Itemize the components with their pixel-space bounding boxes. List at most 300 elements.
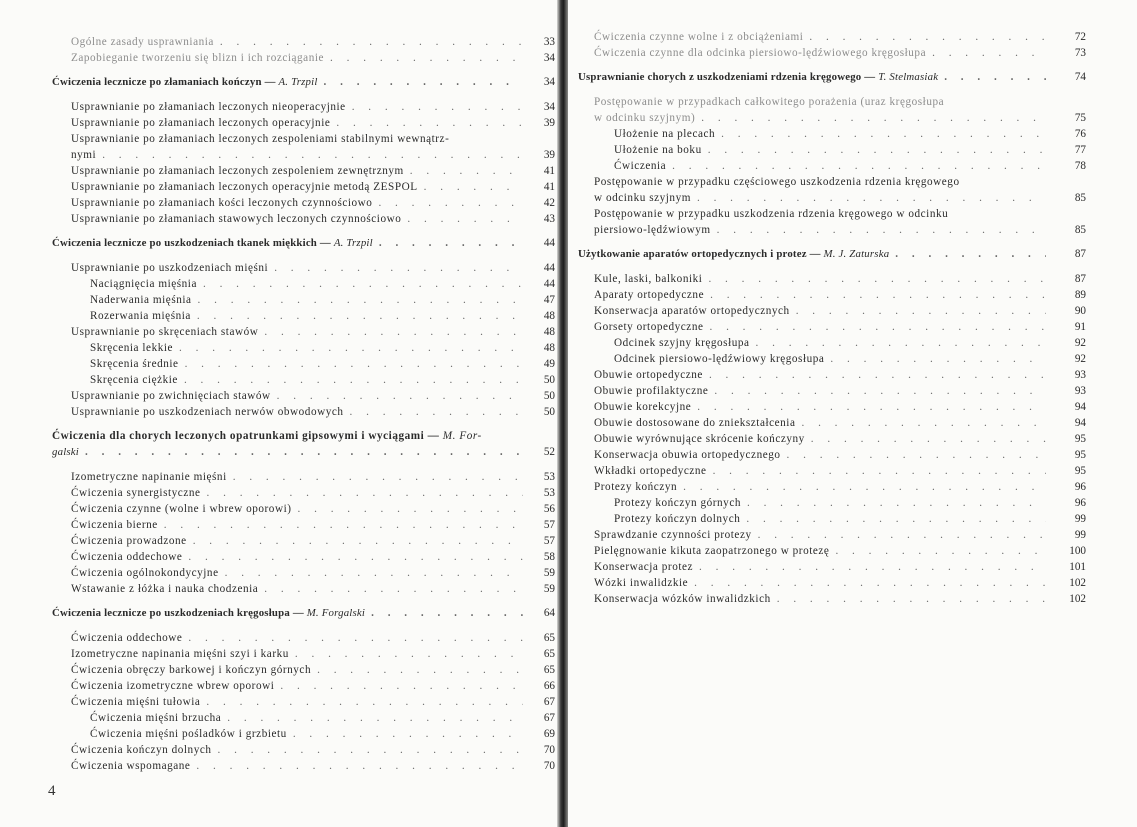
toc-entry[interactable] xyxy=(52,469,555,485)
leader-dots xyxy=(330,50,523,66)
book-gutter xyxy=(557,0,568,827)
leader-dots xyxy=(203,276,523,292)
leader-dots xyxy=(424,179,523,195)
entry-page: 69 xyxy=(543,728,555,740)
page-number: 4 xyxy=(48,783,56,799)
entry-page: 92 xyxy=(1074,353,1086,365)
toc-entry[interactable] xyxy=(52,308,555,324)
entry-page: 48 xyxy=(543,326,555,338)
toc-entry[interactable] xyxy=(52,565,555,581)
entry-label: Ćwiczenia ogólnokondycyjne xyxy=(71,567,219,579)
entry-page: 47 xyxy=(543,294,555,306)
entry-label: Wstawanie z łóżka i nauka chodzenia xyxy=(71,583,259,595)
entry-page: 53 xyxy=(543,471,555,483)
leader-dots xyxy=(830,351,1046,367)
section-title: Usprawnianie chorych z uszkodzeniami rdzenia kręgowego — T. Stelmasiak xyxy=(578,71,939,83)
entry-page: 65 xyxy=(543,648,555,660)
entry-page: 100 xyxy=(1069,545,1086,557)
entry-page: 94 xyxy=(1074,401,1086,413)
entry-label: Usprawnianie po złamaniach leczonych operacyjnie xyxy=(71,117,331,129)
entry-label: Ćwiczenia xyxy=(614,160,667,172)
toc-entry[interactable] xyxy=(52,404,555,420)
leader-dots xyxy=(164,517,523,533)
entry-label: Protezy kończyn xyxy=(594,481,678,493)
section-heading[interactable] xyxy=(578,69,1086,85)
entry-label: Odcinek piersiowo-lędźwiowy kręgosłupa xyxy=(614,353,825,365)
entry-page: 67 xyxy=(543,712,555,724)
leader-dots xyxy=(895,246,1046,262)
entry-label: Usprawnianie po złamaniach leczonych zespoleniami stabilnymi wewnątrz- xyxy=(71,133,450,145)
toc-entry[interactable] xyxy=(52,324,555,340)
leader-dots xyxy=(709,319,1046,335)
toc-entry[interactable] xyxy=(578,206,1086,238)
entry-page: 34 xyxy=(543,52,555,64)
entry-page: 39 xyxy=(543,117,555,129)
entry-label-continued: nymi xyxy=(71,149,97,161)
entry-label: Izometryczne napinania mięśni szyi i karku xyxy=(71,648,289,660)
entry-label: Ćwiczenia bierne xyxy=(71,519,158,531)
entry-page: 67 xyxy=(543,696,555,708)
entry-label: Izometryczne napinanie mięśni xyxy=(71,471,227,483)
entry-page: 53 xyxy=(543,487,555,499)
leader-dots xyxy=(944,69,1046,85)
leader-dots xyxy=(274,260,523,276)
entry-page: 43 xyxy=(543,213,555,225)
toc-entry[interactable] xyxy=(578,271,1086,287)
entry-label: Usprawnianie po uszkodzeniach mięśni xyxy=(71,262,269,274)
entry-label: Ćwiczenia synergistyczne xyxy=(71,487,201,499)
entry-page: 91 xyxy=(1074,321,1086,333)
leader-dots xyxy=(758,527,1046,543)
entry-label: Ćwiczenia wspomagane xyxy=(71,760,191,772)
toc-entry[interactable] xyxy=(52,260,555,276)
toc-entry[interactable] xyxy=(578,527,1086,543)
entry-page: 58 xyxy=(543,551,555,563)
toc-entry[interactable] xyxy=(52,115,555,131)
entry-label: Gorsety ortopedyczne xyxy=(594,321,704,333)
entry-page: 93 xyxy=(1074,385,1086,397)
entry-page: 87 xyxy=(1074,248,1086,260)
toc-entry[interactable] xyxy=(578,479,1086,495)
entry-page: 42 xyxy=(543,197,555,209)
entry-page: 48 xyxy=(543,310,555,322)
left-page xyxy=(0,0,560,827)
toc-entry[interactable] xyxy=(52,179,555,195)
entry-label: Usprawnianie po złamaniach kości leczonych czynnościowo xyxy=(71,197,373,209)
entry-page: 92 xyxy=(1074,337,1086,349)
leader-dots xyxy=(717,222,1046,238)
leader-dots xyxy=(756,335,1046,351)
entry-label-continued: w odcinku szyjnym xyxy=(594,192,691,204)
leader-dots xyxy=(207,485,524,501)
leader-dots xyxy=(280,678,523,694)
entry-label: Ćwiczenia czynne (wolne i wbrew oporowi) xyxy=(71,503,292,515)
toc-entry[interactable] xyxy=(52,388,555,404)
entry-page: 75 xyxy=(1074,112,1086,124)
entry-page: 73 xyxy=(1074,47,1086,59)
leader-dots xyxy=(336,115,523,131)
entry-label: Obuwie ortopedyczne xyxy=(594,369,703,381)
leader-dots xyxy=(220,34,523,50)
entry-page: 39 xyxy=(543,149,555,161)
toc-entry[interactable] xyxy=(52,742,555,758)
entry-label: Skręcenia ciężkie xyxy=(90,374,178,386)
entry-page: 70 xyxy=(543,744,555,756)
section-author-continued: galski xyxy=(52,446,79,458)
toc-entry[interactable] xyxy=(578,335,1086,351)
entry-label: Kule, laski, balkoniki xyxy=(594,273,703,285)
leader-dots xyxy=(672,158,1046,174)
toc-entry[interactable] xyxy=(578,543,1086,559)
leader-dots xyxy=(350,404,523,420)
entry-label: Protezy kończyn dolnych xyxy=(614,513,741,525)
leader-dots xyxy=(298,501,523,517)
toc-entry[interactable] xyxy=(52,195,555,211)
entry-page: 74 xyxy=(1074,71,1086,83)
leader-dots xyxy=(747,495,1046,511)
leader-dots xyxy=(188,549,523,565)
toc-entry[interactable] xyxy=(52,549,555,565)
entry-page: 78 xyxy=(1074,160,1086,172)
section-author: M. Forgalski xyxy=(306,607,366,619)
toc-entry[interactable] xyxy=(578,447,1086,463)
entry-label: Usprawnianie po skręceniach stawów xyxy=(71,326,259,338)
entry-label: Usprawnianie po złamaniach leczonych zespoleniem zewnętrznym xyxy=(71,165,404,177)
leader-dots xyxy=(809,29,1046,45)
leader-dots xyxy=(787,447,1046,463)
entry-label: Usprawnianie po złamaniach stawowych leczonych czynnościowo xyxy=(71,213,402,225)
section-heading[interactable] xyxy=(52,74,555,90)
leader-dots xyxy=(697,399,1046,415)
toc-entry[interactable] xyxy=(578,559,1086,575)
toc-entry[interactable] xyxy=(578,383,1086,399)
entry-label: Postępowanie w przypadku częściowego uszkodzenia rdzenia kręgowego xyxy=(594,176,960,188)
table-of-contents-left xyxy=(52,34,555,774)
toc-entry[interactable] xyxy=(52,163,555,179)
entry-page: 41 xyxy=(543,181,555,193)
entry-page: 44 xyxy=(543,262,555,274)
entry-label: Usprawnianie po uszkodzeniach nerwów obwodowych xyxy=(71,406,344,418)
leader-dots xyxy=(188,630,523,646)
leader-dots xyxy=(378,195,523,211)
leader-dots xyxy=(218,742,524,758)
entry-label: Ogólne zasady usprawniania xyxy=(71,36,214,48)
toc-entry[interactable] xyxy=(52,292,555,308)
entry-label: Obuwie dostosowane do zniekształcenia xyxy=(594,417,796,429)
section-title: Użytkowanie aparatów ortopedycznych i protez — M. J. Zaturska xyxy=(578,248,890,260)
leader-dots xyxy=(721,126,1046,142)
entry-page: 49 xyxy=(543,358,555,370)
leader-dots xyxy=(708,142,1046,158)
entry-page: 95 xyxy=(1074,433,1086,445)
leader-dots xyxy=(713,463,1046,479)
section-heading[interactable] xyxy=(52,235,555,251)
toc-entry[interactable] xyxy=(52,131,555,163)
toc-entry[interactable] xyxy=(52,50,555,66)
section-heading[interactable] xyxy=(52,428,555,460)
toc-entry[interactable] xyxy=(52,485,555,501)
entry-page: 95 xyxy=(1074,465,1086,477)
toc-entry[interactable] xyxy=(52,34,555,50)
entry-page: 96 xyxy=(1074,497,1086,509)
entry-label: Wózki inwalidzkie xyxy=(594,577,689,589)
entry-page: 101 xyxy=(1069,561,1086,573)
entry-page: 59 xyxy=(543,567,555,579)
entry-page: 87 xyxy=(1074,273,1086,285)
entry-page: 76 xyxy=(1074,128,1086,140)
entry-page: 57 xyxy=(543,535,555,547)
entry-label: Naciągnięcia mięśnia xyxy=(90,278,197,290)
entry-label: Ćwiczenia mięśni tułowia xyxy=(71,696,201,708)
entry-page: 85 xyxy=(1074,192,1086,204)
entry-page: 89 xyxy=(1074,289,1086,301)
toc-entry[interactable] xyxy=(578,431,1086,447)
entry-label: Skręcenia średnie xyxy=(90,358,179,370)
entry-label: Konserwacja aparatów ortopedycznych xyxy=(594,305,790,317)
toc-entry[interactable] xyxy=(578,591,1086,607)
leader-dots xyxy=(197,308,523,324)
entry-label: Usprawnianie po złamaniach leczonych nieoperacyjnie xyxy=(71,101,346,113)
entry-label: Konserwacja protez xyxy=(594,561,694,573)
entry-label: Aparaty ortopedyczne xyxy=(594,289,705,301)
toc-entry[interactable] xyxy=(52,533,555,549)
entry-label: Ćwiczenia mięśni brzucha xyxy=(90,712,222,724)
leader-dots xyxy=(317,662,523,678)
leader-dots xyxy=(102,147,523,163)
section-title: Ćwiczenia lecznicze po uszkodzeniach kręgosłupa — M. Forgalski xyxy=(52,607,366,619)
leader-dots xyxy=(746,511,1046,527)
leader-dots xyxy=(777,591,1046,607)
entry-label: Ćwiczenia izometryczne wbrew oporowi xyxy=(71,680,275,692)
entry-label: Skręcenia lekkie xyxy=(90,342,174,354)
toc-entry[interactable] xyxy=(52,662,555,678)
toc-entry[interactable] xyxy=(578,287,1086,303)
leader-dots xyxy=(714,383,1046,399)
leader-dots xyxy=(407,211,523,227)
entry-page: 94 xyxy=(1074,417,1086,429)
toc-entry[interactable] xyxy=(578,126,1086,142)
toc-entry[interactable] xyxy=(578,319,1086,335)
toc-entry[interactable] xyxy=(52,276,555,292)
leader-dots xyxy=(227,710,523,726)
entry-label: Odcinek szyjny kręgosłupa xyxy=(614,337,750,349)
toc-entry[interactable] xyxy=(52,646,555,662)
toc-entry[interactable] xyxy=(52,501,555,517)
entry-page: 85 xyxy=(1074,224,1086,236)
entry-page: 41 xyxy=(543,165,555,177)
leader-dots xyxy=(801,415,1046,431)
toc-entry[interactable] xyxy=(52,694,555,710)
entry-page: 99 xyxy=(1074,529,1086,541)
entry-label: Ćwiczenia obręczy barkowej i kończyn górnych xyxy=(71,664,312,676)
entry-page: 95 xyxy=(1074,449,1086,461)
leader-dots xyxy=(225,565,523,581)
toc-entry[interactable] xyxy=(578,29,1086,45)
entry-page: 57 xyxy=(543,519,555,531)
toc-entry[interactable] xyxy=(578,303,1086,319)
entry-label: Ułożenie na plecach xyxy=(614,128,716,140)
leader-dots xyxy=(184,372,523,388)
toc-entry[interactable] xyxy=(578,575,1086,591)
entry-label: Naderwania mięśnia xyxy=(90,294,192,306)
entry-page: 77 xyxy=(1074,144,1086,156)
toc-entry[interactable] xyxy=(52,678,555,694)
entry-page: 33 xyxy=(543,36,555,48)
leader-dots xyxy=(835,543,1046,559)
entry-page: 50 xyxy=(543,406,555,418)
entry-label: Obuwie korekcyjne xyxy=(594,401,692,413)
section-title: Ćwiczenia dla chorych leczonych opatrunkami gipsowymi i wyciągami — xyxy=(52,430,440,442)
leader-dots xyxy=(710,287,1046,303)
entry-label: Konserwacja obuwia ortopedycznego xyxy=(594,449,781,461)
entry-page: 96 xyxy=(1074,481,1086,493)
entry-page: 90 xyxy=(1074,305,1086,317)
entry-page: 99 xyxy=(1074,513,1086,525)
entry-page: 93 xyxy=(1074,369,1086,381)
entry-page: 65 xyxy=(543,664,555,676)
section-title: Ćwiczenia lecznicze po uszkodzeniach tkanek miękkich — A. Trzpil xyxy=(52,237,373,249)
toc-entry[interactable] xyxy=(52,517,555,533)
toc-entry[interactable] xyxy=(52,356,555,372)
section-author: M. J. Zaturska xyxy=(823,248,890,260)
leader-dots xyxy=(932,45,1046,61)
leader-dots xyxy=(699,559,1046,575)
toc-entry[interactable] xyxy=(52,726,555,742)
entry-label: Usprawnianie po zwichnięciach stawów xyxy=(71,390,271,402)
section-heading[interactable] xyxy=(578,246,1086,262)
entry-label: Postępowanie w przypadku uszkodzenia rdzenia kręgowego w odcinku xyxy=(594,208,949,220)
entry-label: Ćwiczenia kończyn dolnych xyxy=(71,744,212,756)
leader-dots xyxy=(324,74,523,90)
toc-entry[interactable] xyxy=(578,495,1086,511)
leader-dots xyxy=(233,469,523,485)
entry-page: 64 xyxy=(543,607,555,619)
entry-label-continued: w odcinku szyjnym) xyxy=(594,112,696,124)
leader-dots xyxy=(264,324,523,340)
entry-label: Pielęgnowanie kikuta zaopatrzonego w protezę xyxy=(594,545,830,557)
section-title: Ćwiczenia lecznicze po złamaniach kończyn — A. Trzpil xyxy=(52,76,318,88)
leader-dots xyxy=(697,190,1046,206)
entry-page: 59 xyxy=(543,583,555,595)
toc-entry[interactable] xyxy=(52,630,555,646)
toc-entry[interactable] xyxy=(578,174,1086,206)
toc-entry[interactable] xyxy=(578,94,1086,126)
leader-dots xyxy=(683,479,1046,495)
leader-dots xyxy=(796,303,1046,319)
entry-label-continued: piersiowo-lędźwiowym xyxy=(594,224,711,236)
leader-dots xyxy=(701,110,1046,126)
leader-dots xyxy=(85,444,523,460)
leader-dots xyxy=(379,235,523,251)
leader-dots xyxy=(196,758,523,774)
entry-page: 34 xyxy=(543,76,555,88)
leader-dots xyxy=(193,533,523,549)
leader-dots xyxy=(206,694,523,710)
toc-entry[interactable] xyxy=(52,581,555,597)
toc-entry[interactable] xyxy=(52,758,555,774)
entry-label: Ćwiczenia prowadzone xyxy=(71,535,187,547)
entry-label: Ćwiczenia oddechowe xyxy=(71,632,183,644)
entry-page: 70 xyxy=(543,760,555,772)
toc-entry[interactable] xyxy=(578,415,1086,431)
leader-dots xyxy=(694,575,1046,591)
leader-dots xyxy=(264,581,523,597)
table-of-contents-right xyxy=(578,29,1086,607)
leader-dots xyxy=(277,388,523,404)
toc-entry[interactable] xyxy=(52,211,555,227)
section-author: A. Trzpil xyxy=(333,237,373,249)
leader-dots xyxy=(293,726,523,742)
section-author: M. For- xyxy=(442,430,482,442)
toc-entry[interactable] xyxy=(52,99,555,115)
entry-label: Ułożenie na boku xyxy=(614,144,702,156)
entry-page: 102 xyxy=(1069,593,1086,605)
entry-label: Obuwie profilaktyczne xyxy=(594,385,709,397)
entry-page: 44 xyxy=(543,278,555,290)
toc-entry[interactable] xyxy=(52,340,555,356)
entry-label: Usprawnianie po złamaniach leczonych operacyjnie metodą ZESPOL xyxy=(71,181,418,193)
entry-page: 102 xyxy=(1069,577,1086,589)
toc-entry[interactable] xyxy=(578,367,1086,383)
entry-page: 50 xyxy=(543,390,555,402)
entry-label: Ćwiczenia mięśni pośladków i grzbietu xyxy=(90,728,287,740)
entry-label: Zapobieganie tworzeniu się blizn i ich rozciąganie xyxy=(71,52,325,64)
section-heading[interactable] xyxy=(52,605,555,621)
toc-entry[interactable] xyxy=(578,351,1086,367)
leader-dots xyxy=(709,367,1046,383)
leader-dots xyxy=(708,271,1046,287)
toc-entry[interactable] xyxy=(578,511,1086,527)
section-author: A. Trzpil xyxy=(278,76,318,88)
entry-label: Obuwie wyrównujące skrócenie kończyny xyxy=(594,433,805,445)
leader-dots xyxy=(410,163,523,179)
toc-entry[interactable] xyxy=(578,142,1086,158)
entry-label: Konserwacja wózków inwalidzkich xyxy=(594,593,771,605)
entry-page: 72 xyxy=(1074,31,1086,43)
entry-page: 44 xyxy=(543,237,555,249)
section-author: T. Stelmasiak xyxy=(878,71,939,83)
entry-page: 48 xyxy=(543,342,555,354)
entry-label: Postępowanie w przypadkach całkowitego porażenia (uraz kręgosłupa xyxy=(594,96,945,108)
leader-dots xyxy=(371,605,523,621)
entry-label: Sprawdzanie czynności protezy xyxy=(594,529,752,541)
leader-dots xyxy=(179,340,523,356)
entry-label: Rozerwania mięśnia xyxy=(90,310,191,322)
leader-dots xyxy=(198,292,523,308)
toc-entry[interactable] xyxy=(578,158,1086,174)
entry-label: Ćwiczenia oddechowe xyxy=(71,551,183,563)
toc-entry[interactable] xyxy=(52,710,555,726)
right-page xyxy=(568,0,1137,827)
leader-dots xyxy=(185,356,523,372)
entry-label: Ćwiczenia czynne dla odcinka piersiowo-lędźwiowego kręgosłupa xyxy=(594,47,927,59)
entry-page: 52 xyxy=(543,446,555,458)
leader-dots xyxy=(352,99,523,115)
entry-label: Ćwiczenia czynne wolne i z obciążeniami xyxy=(594,31,804,43)
toc-entry[interactable] xyxy=(52,372,555,388)
toc-entry[interactable] xyxy=(578,463,1086,479)
entry-page: 34 xyxy=(543,101,555,113)
entry-label: Wkładki ortopedyczne xyxy=(594,465,707,477)
toc-entry[interactable] xyxy=(578,45,1086,61)
leader-dots xyxy=(811,431,1046,447)
entry-page: 65 xyxy=(543,632,555,644)
entry-page: 50 xyxy=(543,374,555,386)
entry-page: 56 xyxy=(543,503,555,515)
entry-label: Protezy kończyn górnych xyxy=(614,497,741,509)
entry-page: 66 xyxy=(543,680,555,692)
toc-entry[interactable] xyxy=(578,399,1086,415)
